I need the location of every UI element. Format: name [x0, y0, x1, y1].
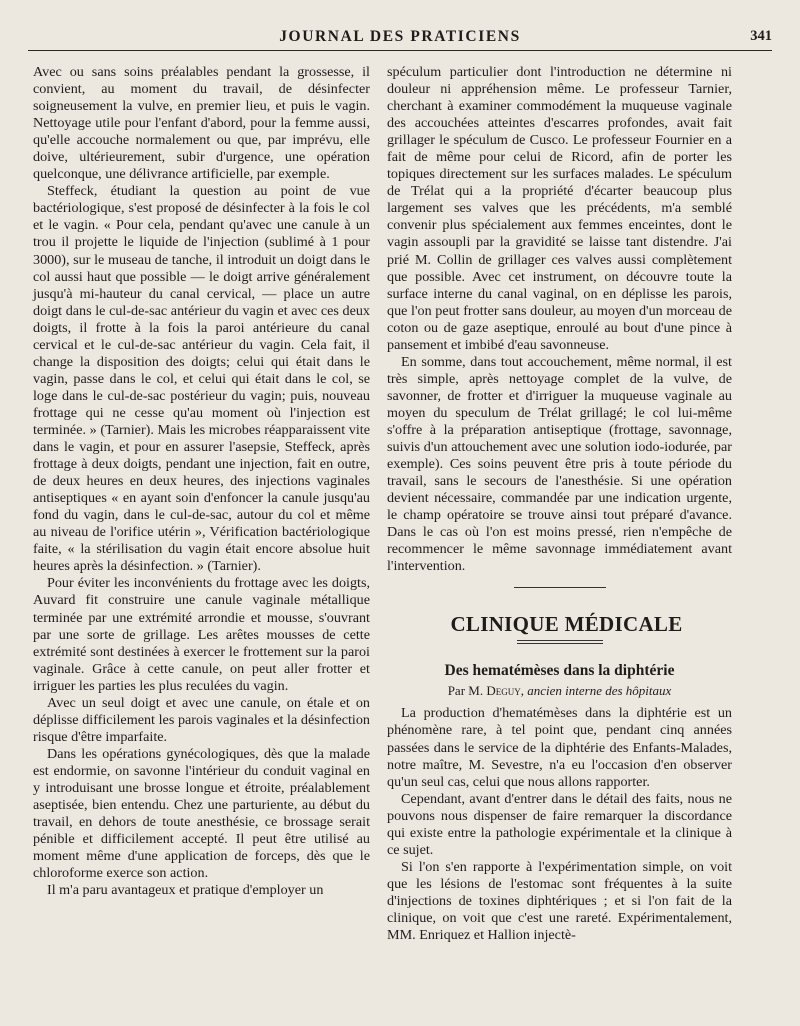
- paragraph: Il m'a paru avantageux et pratique d'employer un: [47, 882, 324, 899]
- right-column: [387, 64, 732, 944]
- page-number: 341: [750, 28, 772, 44]
- byline: [387, 683, 732, 699]
- journal-title: JOURNAL DES PRATICIENS: [279, 28, 521, 45]
- section-title-rule: [517, 640, 603, 644]
- paragraph: Si l'on s'en rapporte à l'expérimentation simple, on voit que les lésions de l'estomac sont fréquentes à la suite d'injections de toxines diphtériques ; et si l'on fait de la clinique, on voit que c'est une rareté. Expérimentalement, MM. Enriquez et Hallion injectè-: [387, 858, 732, 944]
- paragraph: Steffeck, étudiant la question au point de vue bactériologique, s'est proposé de désinfecter à la fois le col et le vagin. « Pour cela, pendant qu'avec une canule à un trou il projette le liquide de l'injection (sublimé à 1 pour 3000), sur le museau de tanche, il introduit un doigt dans le col aussi haut que possible — le doigt arrive généralement jusqu'à mi-hauteur du canal cervical, — place un autre doigt dans le cul-de-sac antérieur du vagin et avec ces deux doigts, il frotte à la fois la paroi antérieure du canal cervical et le cul-de-sac antérieur du vagin. Cela fait, il change la disposition des doigts; celui qui était dans le vagin, passe dans le col, et celui qui était dans le col, se loge dans le cul-de-sac postérieur du vagin; puis, nouveau frottage qui ne cesse qu'au moment où l'injection est terminée. » (Tarnier). Mais les microbes réapparaissent vite dans le vagin, et pour en assurer l'asepsie, Steffeck, après frottage à deux doigts, pendant une injection, fait en outre, de deux heures en deux heures, des injections vaginales antiseptiques « en ayant soin d'enfoncer la canule jusqu'au fond du vagin, dans le cul-de-sac, autour du col et même au niveau de l'orifice utérin », Vérification bactériologique faite, « la stérilisation du vagin était encore absolue huit heures après la désinfection. » (Tarnier).: [33, 183, 370, 575]
- article-title: Des hematémèses dans la diphtérie: [444, 662, 675, 680]
- paragraph: Dans les opérations gynécologiques, dès que la malade est endormie, on savonne l'intérieur du conduit vaginal en y introduisant une brosse longue et étroite, préalablement aseptisée, bien entendu. Chez une parturiente, au début du travail, en dehors de toute anesthésie, ce brossage serait pénible et difficilement accepté. Il peut être utilisé au moment même d'une application de forceps, dès que le chloroforme exerce son action.: [33, 745, 370, 882]
- running-header: [0, 28, 800, 48]
- paragraph: En somme, dans tout accouchement, même normal, il est très simple, après nettoyage complet de la vulve, de savonner, de frotter et d'irriguer la muqueuse vaginale au moyen du speculum de Trélat grillagé; le col lui-même s'offre à la préparation antiseptique (frottage, savonnage, suivis d'un attouchement avec une solution iodo-iodurée, par exemple). Ces soins peuvent être pris à toute période du travail, sans le secours de l'anesthésie. Si une opération devient nécessaire, commandée par une indication urgente, le champ opératoire se trouve ainsi tout préparé d'avance. Dans le cas où l'on est moins pressé, rien n'empêche de recommencer le même savonnage immédiatement avant l'intervention.: [387, 353, 732, 575]
- paragraph: spéculum particulier dont l'introduction ne détermine ni douleur ni appréhension même. Le professeur Tarnier, cherchant à examiner commodément la muqueuse vaginale des accouchées atteintes d'escarres profondes, avait fait grillager le spéculum de Cusco. Le professeur Fournier en a fait de même pour celui de Ricord, afin de porter les topiques directement sur les surfaces malades. Le spéculum de Trélat qui a la propriété d'écarter beaucoup plus largement ses valves que les précédents, m'a semblé convenir plus spécialement aux femmes enceintes, dont le vagin assoupli par la gravidité se laisse tant distendre. J'ai prié M. Collin de grillager ces valves aussi complètement que possible. Avec cet instrument, on découvre toute la surface interne du canal vaginal, on en déplisse les parois, que l'on peut frotter sans douleur, au moyen d'un morceau de coton ou de gaze aseptique, enroulé au bout d'une pince à pansement et imbibé d'eau savonneuse.: [387, 64, 732, 353]
- section-separator: [514, 587, 606, 588]
- header-rule: [28, 50, 772, 51]
- paragraph: La production d'hematémèses dans la diphtérie est un phénomène rare, à tel point que, pendant cinq années passées dans le service de la diphtérie des Enfants-Malades, notre maître, M. Sevestre, n'a eu l'occasion d'en observer qu'un seul cas, celui que nous allons rapporter.: [387, 705, 732, 790]
- paragraph: Cependant, avant d'entrer dans le détail des faits, nous ne pouvons nous dispenser de faire remarquer la discordance qui existe entre la pathologie expérimentale et la clinique à ce sujet.: [387, 790, 732, 858]
- section-title: CLINIQUE MÉDICALE: [450, 612, 683, 637]
- left-column: [33, 64, 370, 899]
- paragraph: Avec ou sans soins préalables pendant la grossesse, il convient, au moment du travail, de désinfecter soigneusement la vulve, en premier lieu, et puis le vagin. Nettoyage utile pour l'enfant d'abord, pour la femme aussi, qu'elle accouche normalement ou que, par imprévu, elle doive, ultérieurement, subir d'urgence, une opération quelconque, une délivrance artificielle, par exemple.: [33, 64, 370, 183]
- paragraph: Avec un seul doigt et avec une canule, on étale et on déplisse difficilement les parois vaginales et la désinfection risque d'être imparfaite.: [33, 694, 370, 745]
- byline-affiliation: ancien interne des hôpitaux: [523, 683, 672, 699]
- paragraph: Pour éviter les inconvénients du frottage avec les doigts, Auvard fit construire une canule vaginale métallique terminée par une extrémité arrondie et mousse, s'ouvrant par une sorte de grillage. Les arêtes mousses de cette extrémité sont destinées à exercer le frottement sur la paroi vaginale. Grâce à cette canule, on peut aller frotter et irriguer les parties les plus reculées du vagin.: [33, 575, 370, 694]
- byline-author: Deguy,: [486, 683, 524, 699]
- byline-prefix: Par M.: [447, 683, 487, 699]
